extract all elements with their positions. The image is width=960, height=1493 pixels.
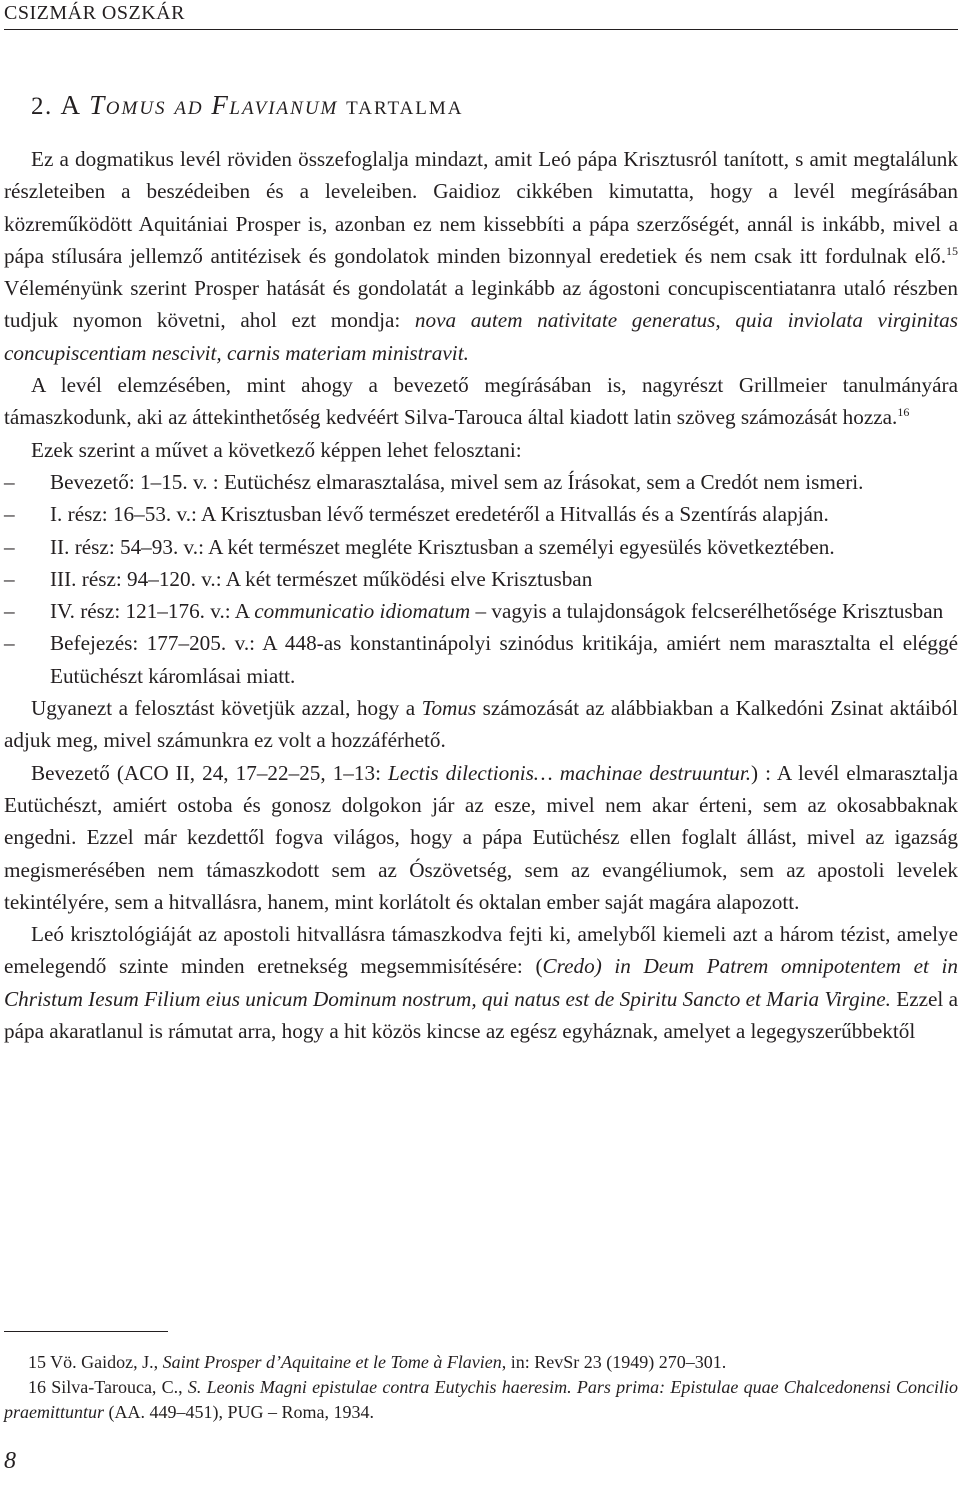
paragraph-analysis [4,369,958,434]
body-text [4,143,958,1047]
title-word-a: A [60,90,82,120]
footnote-16-title: S. Leonis Magni epistulae contra Eutychis haeresim. Pars prima: Epistulae quae Chalcedonensi Concilio praemittuntur [4,1377,959,1422]
list-item [4,627,958,692]
running-head: CSIZMÁR OSZKÁR [4,1,958,30]
footnote-16 [4,1375,958,1425]
book-page [4,0,958,1493]
tomus-italic: Tomus [421,696,477,721]
creed-quote: Credo) in Deum Patrem omnipotentem et in Christum Iesum Filium eius unicum Dominum nostrum, qui natus est de Spiritu Sancto et Maria Virgine. [4,954,958,1011]
paragraph-intro-summary-text: Bevezető (ACO II, 24, 17–22–25, 1–13: [31,760,389,785]
list-dash: – [4,502,15,527]
list-item-text: IV. rész: 121–176. v.: A [50,599,255,624]
footnote-ref-15: 15 [946,243,958,258]
title-flavianum-initial: F [211,90,230,120]
page-number: 8 [4,1448,16,1474]
list-item [4,498,958,530]
footnotes [4,1350,958,1425]
paragraph-division: Ezek szerint a művet a következő képpen lehet felosztani: [31,437,522,462]
list-item [4,466,958,498]
list-item [4,595,958,627]
list-dash: – [4,599,15,624]
list-item-text: Befejezés: 177–205. v.: A 448-as konstantinápolyi szinódus kritikája, amiért nem marasztalta el eléggé Eutüchészt káromlásai miatt. [50,631,958,688]
paragraph-christology-text: Leó krisztológiáját az apostoli hitvallásra támaszkodva fejti ki, amelyből kiemeli azt a három tézist, amelye emelegendő szinte minden eretnekség megsemmisítésére: ( [4,922,958,979]
list-dash: – [4,469,15,494]
list-item-latin: communicatio idiomatum [254,599,471,624]
list-dash: – [4,534,15,559]
outline-list [4,466,958,692]
footnote-15-text: 15 Vö. Gaidoz, J., [28,1352,163,1372]
section-title [31,90,464,124]
list-item-text-cont: – vagyis a tulajdonságok felcserélhetősége Krisztusban [470,599,944,624]
list-item-text: Bevezető: 1–15. v. : Eutüchész elmarasztalása, mivel sem az Írásokat, sem a Credót nem ismeri. [50,469,864,494]
list-item-text: III. rész: 94–120. v.: A két természet működési elve Krisztusban [50,566,593,591]
footnote-15 [4,1350,958,1375]
list-item [4,563,958,595]
paragraph-intro [4,143,958,369]
list-item-text: I. rész: 16–53. v.: A Krisztusban lévő természet eredetéről a Hitvallás és a Szentírás alapján. [50,502,829,527]
section-number: 2. [31,93,53,120]
paragraph-intro-summary-cont: ) : A levél elmarasztalja Eutüchészt, amiért ostoba és gonosz dolgokon jár az esze, mivel nem akar érteni, sem az okosabbaknak engedni. Ezzel már kezdettől fogva világos, hogy a pápa Eutüchész ellen foglalt állást, mivel az igazság megismerésében nem támaszkodott sem az Ószövetség, sem az evangéliumok, sem az apostoli levelek tekintélyére, sem a hitvallásra, hanem, mint korlátolt és oktalan ember saját magára alapozott. [4,760,958,914]
title-flavianum-rest: LAVIANUM [229,98,339,119]
footnote-15-title: Saint Prosper d’Aquitaine et le Tome à Flavien [162,1352,502,1372]
list-item [4,531,958,563]
paragraph-numbering [4,692,958,757]
footnote-16-source: (AA. 449–451), PUG – Roma, 1934. [104,1402,375,1422]
paragraph-christology-cont: Ezzel a pápa akaratlanul is rámutat arra, hogy a hit közös kincse az egész egyháznak, amelyet a legegyszerűbbektől [4,986,958,1044]
list-dash: – [4,631,15,656]
footnote-ref-16: 16 [897,405,910,420]
paragraph-intro-text-cont: Véleményünk szerint Prosper hatását és gondolatát a leginkább az ágostoni concupiscentiatanra utaló részben tudjuk nyomon követni, ahol ezt mondja: [4,276,958,333]
paragraph-numbering-text-cont: számozását az alábbiakban a Kalkedóni Zsinat aktáiból adjuk meg, mivel számunkra ez volt a hozzáférhető. [4,696,958,753]
footnote-16-text: 16 Silva-Tarouca, C., [28,1377,188,1397]
latin-quote: nova autem nativitate generatus, quia inviolata virginitas concupiscentiam nescivit, carnis materiam ministravit. [4,308,958,365]
footnote-separator [4,1331,168,1332]
footnote-15-source: , in: RevSr 23 (1949) 270–301. [501,1352,727,1372]
latin-incipit: Lectis dilectionis… machinae destruuntur. [388,760,752,785]
title-tomus-initial: T [89,90,106,120]
paragraph-introduction-summary [4,757,958,918]
list-dash: – [4,566,15,591]
paragraph-numbering-text: Ugyanezt a felosztást követjük azzal, hogy a [31,696,422,721]
paragraph-analysis-text: A levél elemzésében, mint ahogy a bevezető megírásában is, nagyrészt Grillmeier tanulmányára támaszkodunk, aki az áttekinthetőség kedvéért Silva-Tarouca által kiadott latin szöveg számozását hozza. [4,373,958,430]
paragraph-intro-text: Ez a dogmatikus levél röviden összefoglalja mindazt, amit Leó pápa Krisztusról tanított, s amit megtalálunk részleteiben a beszédeiben és a leveleiben. Gaidioz cikkében kimutatta, hogy a levél megírásában közreműködött Aquitániai Prosper is, azonban ez nem kissebbíti a pápa szerzőségét, annál is inkább, mivel a pápa stílusára jellemző antitézisek és gondolatok minden bizonnyal eredetiek és nem csak itt fordulnak elő. [4,147,958,268]
title-tartalma: TARTALMA [346,98,464,119]
list-item-text: II. rész: 54–93. v.: A két természet megléte Krisztusban a személyi egyesülés következtében. [50,534,835,559]
paragraph-christology [4,918,958,1047]
title-ad: AD [174,98,204,119]
title-tomus-rest: OMUS [105,98,167,119]
